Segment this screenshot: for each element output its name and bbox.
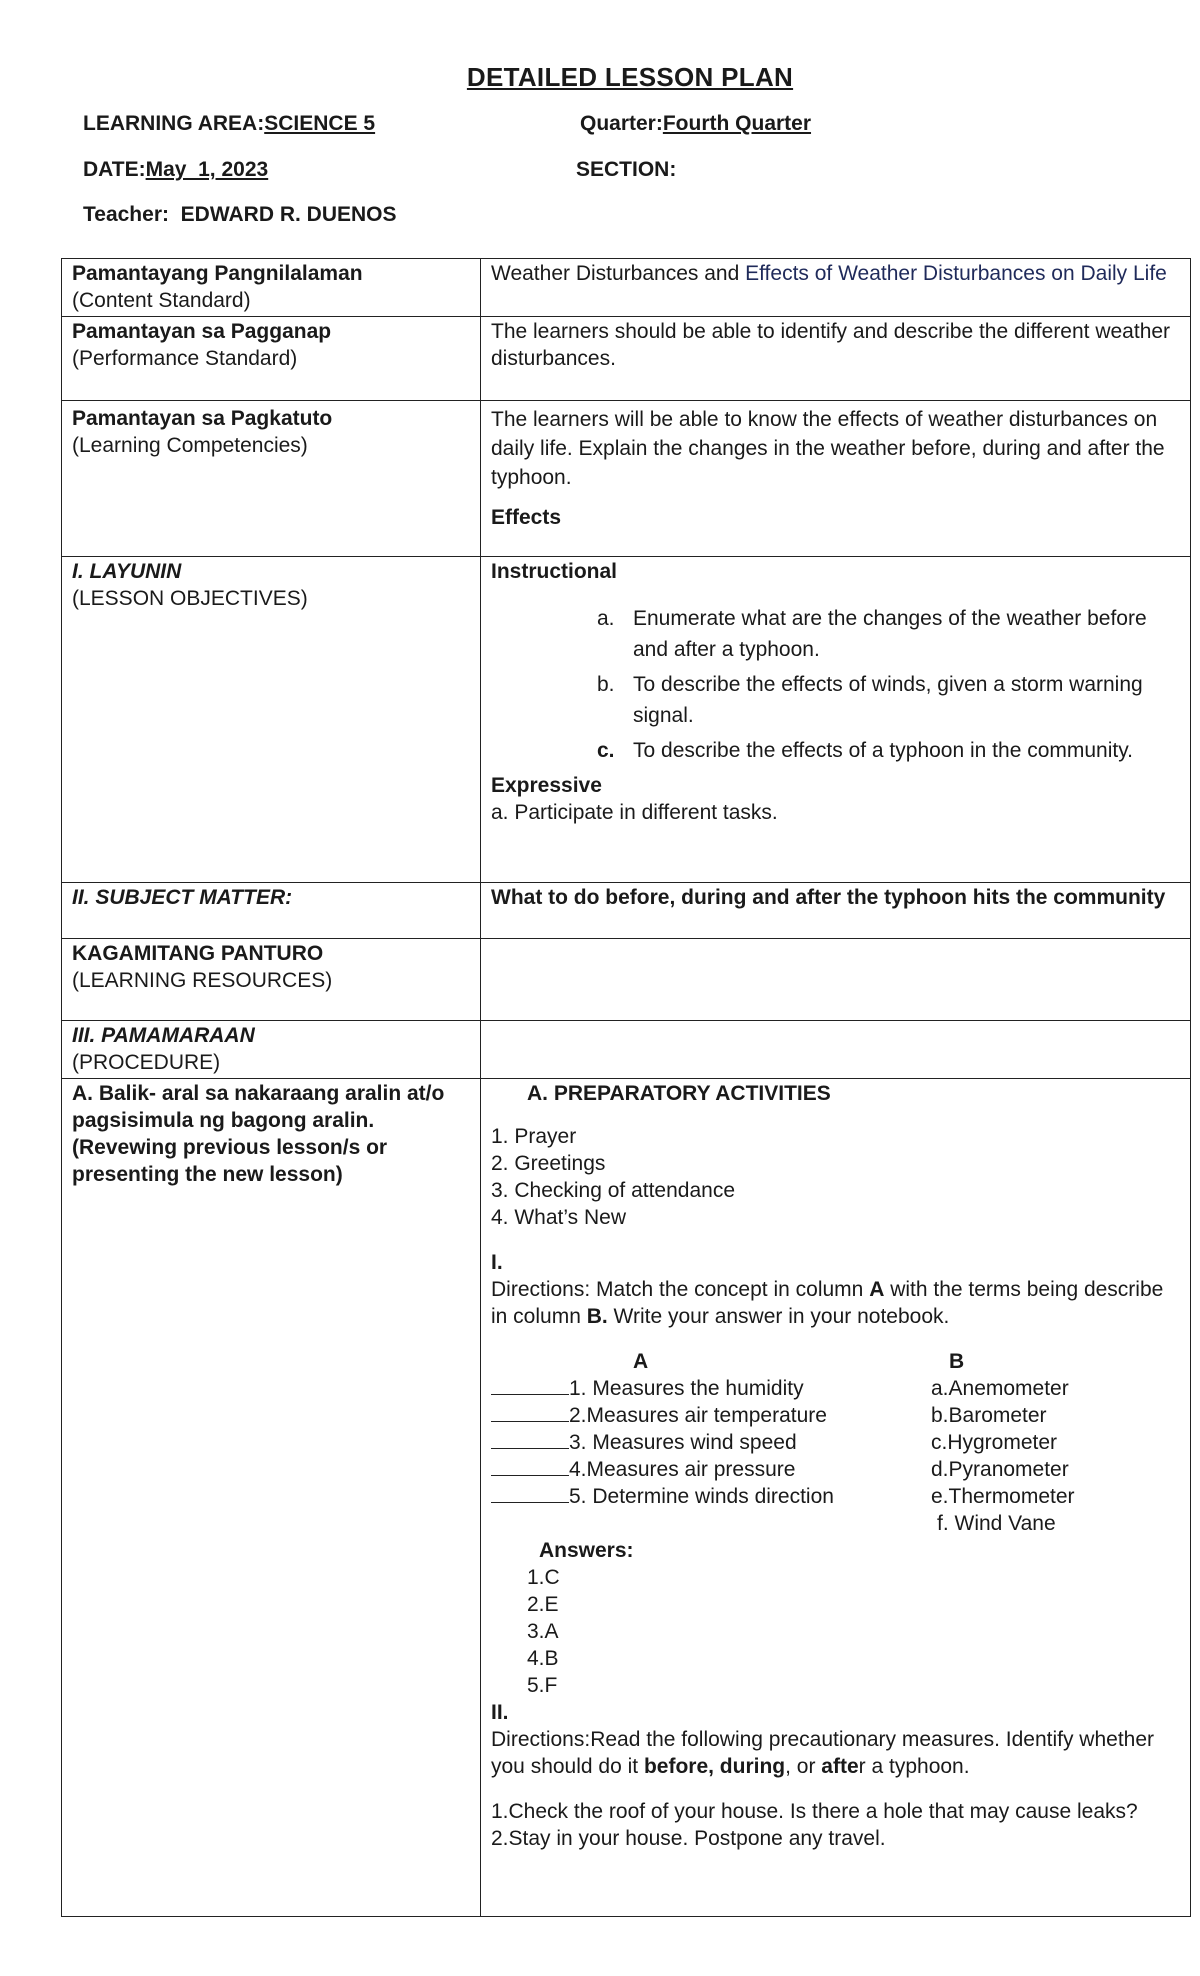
objectives-list (491, 603, 1180, 766)
step-item: 2. Greetings (491, 1152, 606, 1175)
label-tl: III. PAMAMARAAN (72, 1024, 255, 1047)
objective-item (597, 603, 1180, 665)
learning-area (83, 112, 375, 136)
lesson-plan-table (61, 258, 1191, 1917)
part-two-label: II. (491, 1701, 509, 1724)
objectives-label (62, 557, 481, 883)
dir-bold: before, during (643, 1755, 786, 1778)
content-standard-text-a: Weather Disturbances and (491, 262, 746, 285)
concept: 3. Measures wind speed (569, 1431, 797, 1454)
resources-row (62, 939, 1191, 1021)
term: f. Wind Vane (937, 1512, 1056, 1535)
answer-item: 3.A (527, 1620, 559, 1643)
expressive-item: a. Participate in different tasks. (491, 801, 778, 824)
review-row (62, 1079, 1191, 1917)
review-label: A. Balik- aral sa nakaraang aralin at/o pagsisimula ng bagong aralin. (Revewing previous lesson/s or presenting the new lesson) (62, 1079, 481, 1917)
performance-standard-row (62, 317, 1191, 401)
matching-row (491, 1483, 1180, 1510)
column-b-header: B (949, 1350, 965, 1373)
answer-item: 1.C (527, 1566, 560, 1589)
learning-competencies-value (481, 401, 1191, 557)
learning-area-label: LEARNING AREA: (83, 112, 265, 135)
term: a.Anemometer (931, 1377, 1069, 1400)
learning-competencies-label (62, 401, 481, 557)
concept: 5. Determine winds direction (569, 1485, 834, 1508)
teacher (83, 203, 397, 227)
section-label: SECTION: (576, 158, 677, 181)
directions-one (491, 1276, 1180, 1330)
label-en: (LEARNING RESOURCES) (72, 969, 333, 992)
measure-item: 2.Stay in your house. Postpone any travel. (491, 1827, 886, 1850)
performance-standard-value: The learners should be able to identify and describe the different weather disturbances. (481, 317, 1191, 401)
objective-text: Enumerate what are the changes of the weather before and after a typhoon. (633, 607, 1147, 661)
objective-marker: a. (597, 607, 615, 630)
quarter (580, 112, 811, 136)
procedure-label (62, 1021, 481, 1079)
term: e.Thermometer (931, 1485, 1075, 1508)
matching-row (491, 1402, 1180, 1429)
resources-label (62, 939, 481, 1021)
dir-bold: afte (821, 1755, 859, 1778)
content-standard-label (62, 259, 481, 317)
learning-competencies-row (62, 401, 1191, 557)
dir-text: Directions:Read the following precautionary measures. Identify whether you should do it (491, 1728, 1155, 1778)
concept: 2.Measures air temperature (569, 1404, 827, 1427)
date (83, 158, 268, 182)
part-one-label: I. (491, 1251, 503, 1274)
matching-row (491, 1375, 1180, 1402)
dir-text: Write your answer in your notebook. (607, 1305, 950, 1328)
review-value (481, 1079, 1191, 1917)
objective-text: To describe the effects of a typhoon in the community. (633, 739, 1134, 762)
teacher-value: EDWARD R. DUENOS (180, 203, 397, 226)
dir-text: with the terms being describe in column (491, 1278, 1164, 1328)
step-item: 4. What’s New (491, 1206, 626, 1229)
content-standard-text-b: Effects of Weather Disturbances on Daily Life (745, 262, 1167, 285)
matching-row (491, 1510, 1180, 1537)
objective-marker: c. (597, 739, 615, 762)
label-en: (Learning Competencies) (72, 434, 308, 457)
matching-row (491, 1456, 1180, 1483)
concept: 1. Measures the humidity (569, 1377, 804, 1400)
document-title: DETAILED LESSON PLAN (466, 62, 794, 92)
objectives-row (62, 557, 1191, 883)
term: d.Pyranometer (931, 1458, 1069, 1481)
date-label: DATE: (83, 158, 146, 181)
matching-row (491, 1429, 1180, 1456)
answer-blank (491, 1376, 569, 1395)
label-tl: Pamantayang Pangnilalaman (72, 262, 363, 285)
subject-matter-label: II. SUBJECT MATTER: (62, 883, 481, 939)
competencies-sub: Effects (491, 506, 562, 529)
step-item: 3. Checking of attendance (491, 1179, 736, 1202)
label-tl: Pamantayan sa Pagganap (72, 320, 332, 343)
label-en: (Content Standard) (72, 289, 251, 312)
expressive-heading: Expressive (491, 774, 602, 797)
answer-blank (491, 1430, 569, 1449)
answer-blank (491, 1484, 569, 1503)
subject-matter-row (62, 883, 1191, 939)
dir-text: Directions: Match the concept in column (491, 1278, 870, 1301)
label-en: (PROCEDURE) (72, 1051, 221, 1074)
dir-bold: A (869, 1278, 885, 1301)
dir-text: , or (785, 1755, 822, 1778)
label-tl: KAGAMITANG PANTURO (72, 942, 324, 965)
procedure-row (62, 1021, 1191, 1079)
answer-item: 2.E (527, 1593, 559, 1616)
procedure-value (481, 1021, 1191, 1079)
performance-standard-label (62, 317, 481, 401)
content-standard-value (481, 259, 1191, 317)
competencies-text: The learners will be able to know the effects of weather disturbances on daily life. Explain the changes in the weather before, during and after the typhoon. (491, 408, 1165, 489)
matching-header (491, 1348, 1180, 1375)
answer-blank (491, 1457, 569, 1476)
content-standard-row (62, 259, 1191, 317)
column-a-header: A (633, 1350, 649, 1373)
concept: 4.Measures air pressure (569, 1458, 796, 1481)
objective-item (597, 735, 1180, 766)
objective-text: To describe the effects of winds, given a storm warning signal. (633, 673, 1143, 727)
label-en: (Performance Standard) (72, 347, 298, 370)
label-tl: Pamantayan sa Pagkatuto (72, 407, 333, 430)
dir-bold: B. (586, 1305, 608, 1328)
label-en: (LESSON OBJECTIVES) (72, 587, 308, 610)
dir-text: r a typhoon. (858, 1755, 970, 1778)
answer-item: 5.F (527, 1674, 558, 1697)
answer-item: 4.B (527, 1647, 559, 1670)
objective-item (597, 669, 1180, 731)
label-tl: I. LAYUNIN (72, 560, 182, 583)
quarter-value: Fourth Quarter (662, 112, 812, 135)
objective-marker: b. (597, 673, 615, 696)
learning-area-value: SCIENCE 5 (264, 112, 376, 135)
quarter-label: Quarter: (580, 112, 663, 135)
answers-heading: Answers: (539, 1539, 634, 1562)
subject-matter-value: What to do before, during and after the typhoon hits the community (481, 883, 1191, 939)
preparatory-heading: A. PREPARATORY ACTIVITIES (527, 1082, 831, 1105)
objectives-value (481, 557, 1191, 883)
answer-blank (491, 1403, 569, 1422)
term: b.Barometer (931, 1404, 1047, 1427)
step-item: 1. Prayer (491, 1125, 577, 1148)
teacher-label: Teacher: (83, 203, 169, 226)
date-value: May 1, 2023 (145, 158, 269, 181)
resources-value (481, 939, 1191, 1021)
instructional-heading: Instructional (491, 560, 618, 583)
term: c.Hygrometer (931, 1431, 1058, 1454)
measure-item: 1.Check the roof of your house. Is there a hole that may cause leaks? (491, 1800, 1138, 1823)
directions-two (491, 1726, 1180, 1780)
